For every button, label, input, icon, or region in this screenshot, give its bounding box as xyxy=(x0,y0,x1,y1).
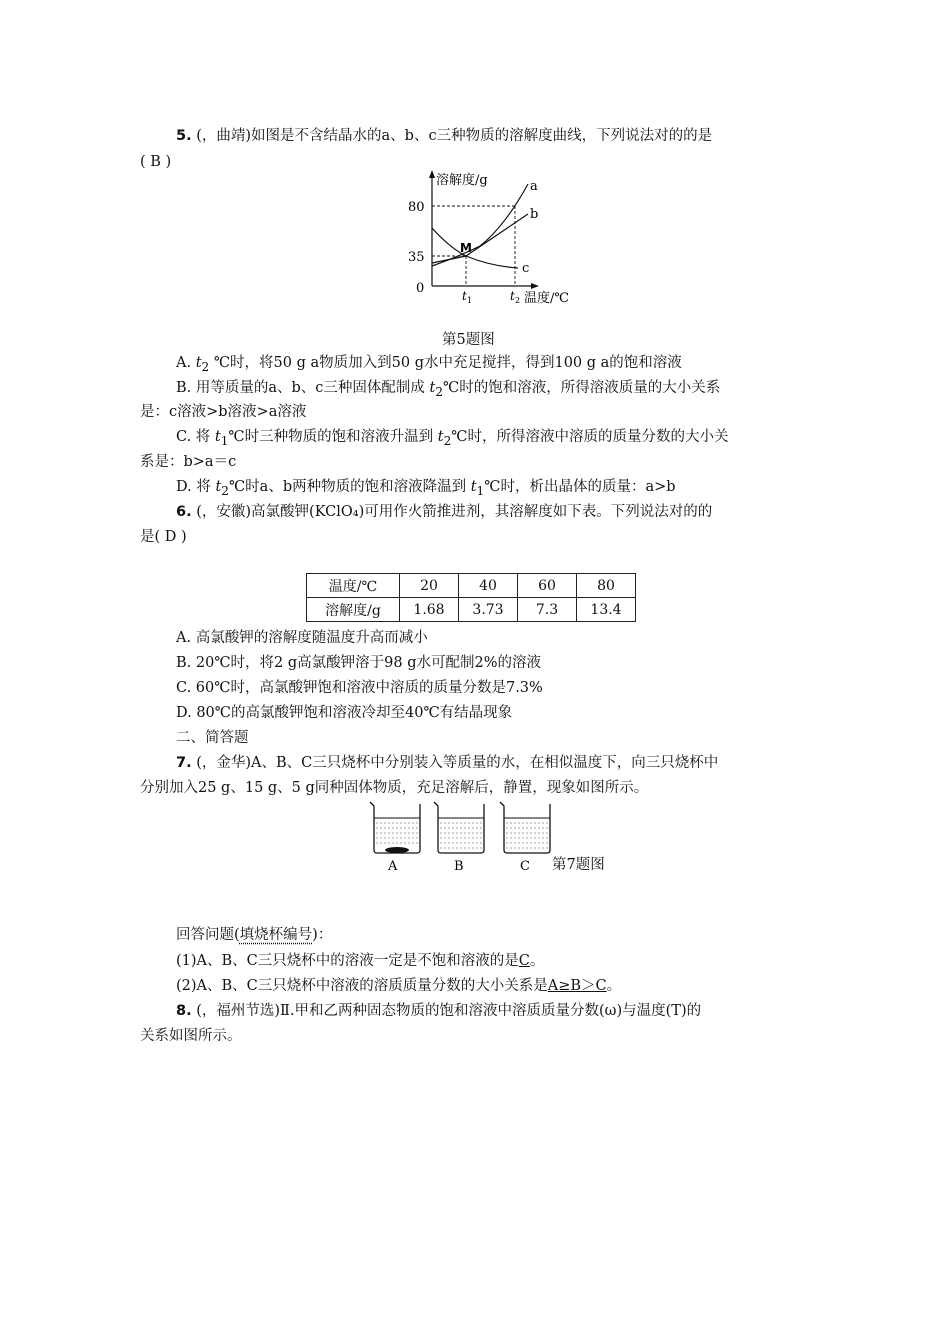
table-cell: 13.4 xyxy=(577,598,636,622)
q6-option-d: D. 80℃的高氯酸钾饱和溶液冷却至40℃有结晶现象 xyxy=(176,705,513,721)
x-tick-t1: t xyxy=(462,289,467,303)
table-cell: 60 xyxy=(518,574,577,598)
q6-stem-line1 xyxy=(176,502,712,522)
q7-stem-text: (，金华)A、B、C三只烧杯中分别装入等质量的水，在相似温度下，向三只烧杯中 xyxy=(196,755,719,771)
table-cell: 1.68 xyxy=(400,598,459,622)
q5-option-d-text3: ℃时，析出晶体的质量：a>b xyxy=(484,479,676,495)
q7-answer-intro-emphasis: 填烧杯编号 xyxy=(239,927,313,943)
curve-c-label: c xyxy=(522,261,530,276)
q5-option-c-t2: t xyxy=(437,429,444,445)
q6-stem-line2: 是( D ) xyxy=(140,529,187,545)
q7-sub1-text: (1)A、B、C三只烧杯中的溶液一定是不饱和溶液的是 xyxy=(176,953,519,969)
q6-option-a: A. 高氯酸钾的溶解度随温度升高而减小 xyxy=(176,630,428,646)
q7-stem-line1 xyxy=(176,753,718,773)
q7-sub2-answer: A≥B＞C xyxy=(547,978,607,994)
table-cell: 20 xyxy=(400,574,459,598)
y-axis-label: 溶解度/g xyxy=(436,173,488,188)
q6-option-b: B. 20℃时，将2 g高氯酸钾溶于98 g水可配制2%的溶液 xyxy=(176,655,542,671)
y-axis-arrow xyxy=(429,170,435,178)
beaker-c-label: C xyxy=(520,859,530,874)
q5-option-c-line1 xyxy=(176,427,729,451)
q5-option-d-text2: ℃时a、b两种物质的饱和溶液降温到 xyxy=(228,479,471,495)
x-tick-t1-sub: 1 xyxy=(467,296,473,305)
q5-option-c-text3: ℃时，所得溶液中溶质的质量分数的大小关 xyxy=(451,429,729,445)
q5-option-a xyxy=(176,353,682,377)
table-cell: 溶解度/g xyxy=(307,598,400,622)
section-heading: 二、简答题 xyxy=(176,730,249,746)
q5-option-b-text2: ℃时的饱和溶液，所得溶液质量的大小关系 xyxy=(443,380,721,396)
q5-option-a-text: ℃时，将50 g a物质加入到50 g水中充足搅拌，得到100 g a的饱和溶液 xyxy=(209,355,682,371)
q6-number: 6. xyxy=(176,504,192,520)
q5-option-c-sub1: 1 xyxy=(220,433,229,448)
y-tick-80: 80 xyxy=(408,200,425,215)
curve-a-label: a xyxy=(530,179,538,194)
curve-b-label: b xyxy=(530,207,539,222)
curve-a xyxy=(432,184,528,266)
q6-stem-text: (，安徽)高氯酸钾(KClO₄)可用作火箭推进剂，其溶解度如下表。下列说法对的的 xyxy=(196,504,713,520)
x-tick-t2: t xyxy=(510,289,515,303)
x-axis-label: 温度/℃ xyxy=(524,291,569,306)
q5-option-d xyxy=(176,477,676,501)
q5-option-b-line2: 是：c溶液>b溶液>a溶液 xyxy=(140,404,307,420)
curve-b xyxy=(432,214,528,263)
table-cell: 40 xyxy=(459,574,518,598)
table-cell: 7.3 xyxy=(518,598,577,622)
q5-stem-line1 xyxy=(176,126,712,146)
q5-option-c-text2: ℃时三种物质的饱和溶液升温到 xyxy=(228,429,438,445)
solubility-table xyxy=(306,573,636,622)
beaker-a-label: A xyxy=(388,859,398,874)
q5-option-c-text1: C. 将 xyxy=(176,429,215,445)
q5-option-b-line1 xyxy=(176,378,720,402)
q5-option-c-sub2: 2 xyxy=(443,433,452,448)
point-M-label: M xyxy=(460,241,472,255)
y-tick-35: 35 xyxy=(408,250,425,265)
q7-sub1-end: 。 xyxy=(529,953,545,969)
q7-sub2 xyxy=(176,976,621,996)
table-row xyxy=(307,598,636,622)
q8-number: 8. xyxy=(176,1003,192,1019)
x-tick-t2-sub: 2 xyxy=(515,296,521,305)
q7-answer-intro-text2: )： xyxy=(312,927,333,943)
q5-option-d-sub1: 1 xyxy=(476,483,485,498)
q5-figure-caption: 第5题图 xyxy=(442,332,495,348)
q5-option-d-sub2: 2 xyxy=(221,483,229,498)
table-cell: 3.73 xyxy=(459,598,518,622)
q5-option-d-t1: t xyxy=(470,479,477,495)
beakers-figure xyxy=(362,798,562,876)
q7-stem-line2: 分别加入25 g、15 g、5 g同种固体物质，充足溶解后，静置，现象如图所示。 xyxy=(140,780,649,796)
beaker-b-icon xyxy=(434,802,484,853)
q5-answer-bracket: ( B ) xyxy=(140,154,172,170)
q7-sub1 xyxy=(176,951,544,971)
q8-stem-text: (，福州节选)Ⅱ.甲和乙两种固态物质的饱和溶液中溶质质量分数(ω)与温度(T)的 xyxy=(196,1003,702,1019)
beaker-b-label: B xyxy=(454,859,464,874)
q5-option-b-t: t xyxy=(429,380,436,396)
solubility-curve-graph xyxy=(390,168,590,313)
q5-option-c-t1: t xyxy=(214,429,221,445)
q5-option-a-t: t xyxy=(195,355,202,371)
q7-answer-intro xyxy=(176,925,332,945)
q7-number: 7. xyxy=(176,755,192,771)
q5-option-c-line2: 系是：b>a＝c xyxy=(140,454,237,470)
q5-option-a-prefix: A. xyxy=(176,355,196,371)
q5-option-a-sub: 2 xyxy=(201,359,210,374)
q5-option-d-t2: t xyxy=(215,479,222,495)
q7-sub1-answer: C xyxy=(518,953,530,969)
y-tick-0: 0 xyxy=(416,281,425,296)
table-cell: 80 xyxy=(577,574,636,598)
x-axis-arrow xyxy=(531,283,539,289)
beaker-a-icon xyxy=(370,802,420,853)
q8-stem-line2: 关系如图所示。 xyxy=(140,1028,242,1044)
q6-option-c: C. 60℃时，高氯酸钾饱和溶液中溶质的质量分数是7.3% xyxy=(176,680,543,696)
q5-option-b-sub: 2 xyxy=(435,384,444,399)
q7-figure-caption: 第7题图 xyxy=(552,857,605,873)
q5-stem-text: (，曲靖)如图是不含结晶水的a、b、c三种物质的溶解度曲线，下列说法对的的是 xyxy=(196,128,713,144)
table-cell: 温度/℃ xyxy=(307,574,400,598)
q5-number: 5. xyxy=(176,128,192,144)
table-row xyxy=(307,574,636,598)
beaker-c-icon xyxy=(500,802,550,853)
q5-option-d-text1: D. 将 xyxy=(176,479,216,495)
q5-option-b-text1: B. 用等质量的a、b、c三种固体配制成 xyxy=(176,380,430,396)
q7-sub2-text: (2)A、B、C三只烧杯中溶液的溶质质量分数的大小关系是 xyxy=(176,978,548,994)
q8-stem-line1 xyxy=(176,1001,701,1021)
q7-sub2-end: 。 xyxy=(606,978,622,994)
q7-answer-intro-text1: 回答问题( xyxy=(176,927,240,943)
